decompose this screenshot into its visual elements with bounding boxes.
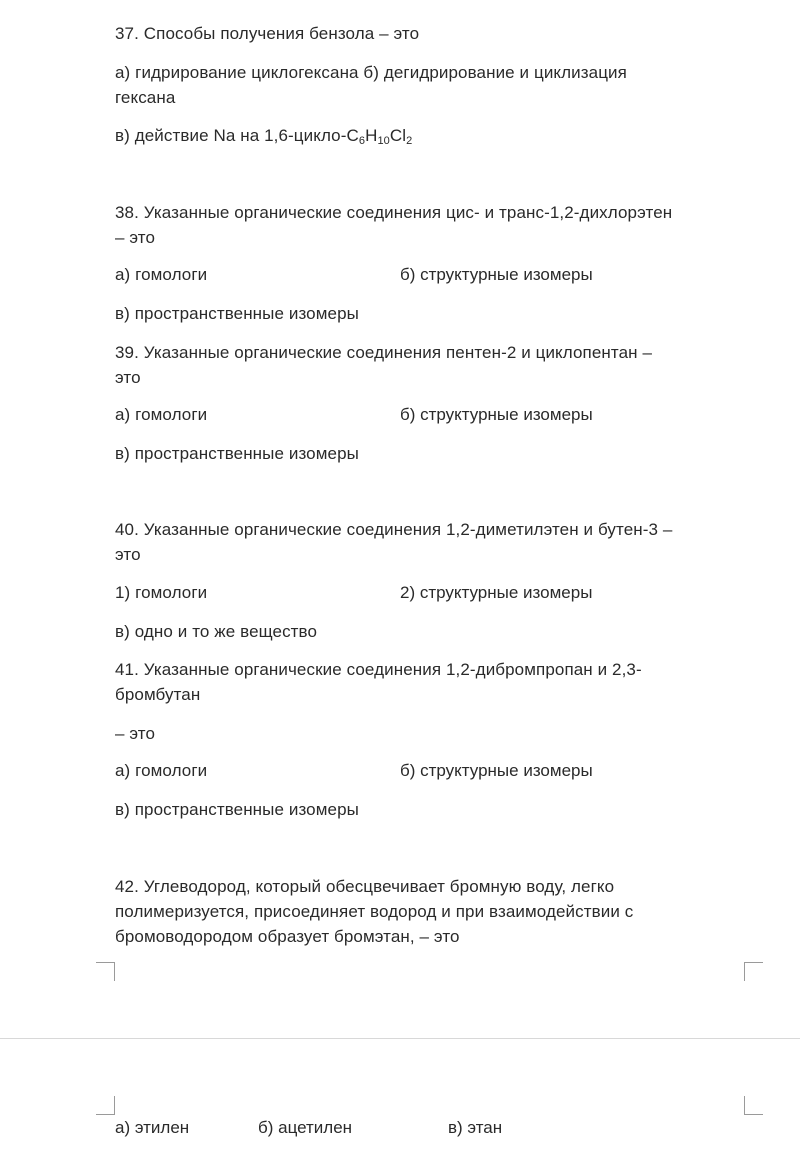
question-42-option-v: в) этан xyxy=(448,1118,503,1137)
question-37-text: 37. Способы получения бензола – это xyxy=(115,24,420,43)
page-margin-mark-right xyxy=(744,962,763,981)
page-margin-mark-left xyxy=(96,1096,115,1115)
question-37-option-b-cont: гексана xyxy=(115,88,176,107)
question-40-option-v: в) одно и то же вещество xyxy=(115,622,318,641)
question-37-option-v xyxy=(115,124,412,148)
subscript: 2 xyxy=(406,135,413,147)
question-39-option-a: а) гомологи xyxy=(115,405,208,424)
question-38-option-b: б) структурные изомеры xyxy=(400,265,593,284)
question-37-options-ab: а) гидрирование циклогексана б) дегидрирование и циклизация xyxy=(115,63,627,82)
question-39-option-b: б) структурные изомеры xyxy=(400,405,593,424)
question-42-text-line1: 42. Углеводород, который обесцвечивает бромную воду, легко xyxy=(115,877,615,896)
question-39-text-line1: 39. Указанные органические соединения пентен-2 и циклопентан – xyxy=(115,343,653,362)
question-38-option-a: а) гомологи xyxy=(115,265,208,284)
page-break-divider xyxy=(0,1038,800,1039)
question-42-text-line3: бромоводородом образует бромэтан, – это xyxy=(115,927,460,946)
question-40-option-a: 1) гомологи xyxy=(115,583,208,602)
question-41-text-line2: бромбутан xyxy=(115,685,201,704)
question-39-option-v: в) пространственные изомеры xyxy=(115,444,359,463)
question-41-option-a: а) гомологи xyxy=(115,761,208,780)
page-margin-mark-left xyxy=(96,962,115,981)
question-41-text-line3: – это xyxy=(115,724,156,743)
question-38-option-v: в) пространственные изомеры xyxy=(115,304,359,323)
page-margin-mark-right xyxy=(744,1096,763,1115)
option-v-text: в) действие Na на 1,6-цикло-С xyxy=(115,126,359,145)
question-40-text-line1: 40. Указанные органические соединения 1,2-диметилэтен и бутен-3 – xyxy=(115,520,673,539)
question-41-text-line1: 41. Указанные органические соединения 1,2-дибромпропан и 2,3- xyxy=(115,660,642,679)
question-38-text-line1: 38. Указанные органические соединения цис- и транс-1,2-дихлорэтен xyxy=(115,203,673,222)
formula-part: Cl xyxy=(389,126,407,145)
subscript: 10 xyxy=(377,135,390,147)
subscript: 6 xyxy=(358,135,366,147)
question-42-text-line2: полимеризуется, присоединяет водород и при взаимодействии с xyxy=(115,902,634,921)
formula-part: Н xyxy=(365,126,378,145)
question-40-option-b: 2) структурные изомеры xyxy=(400,583,593,602)
question-38-text-line2: – это xyxy=(115,228,156,247)
question-42-option-a: а) этилен xyxy=(115,1118,190,1137)
question-42-option-b: б) ацетилен xyxy=(258,1118,353,1137)
question-39-text-line2: это xyxy=(115,368,141,387)
question-41-option-b: б) структурные изомеры xyxy=(400,761,593,780)
question-40-text-line2: это xyxy=(115,545,141,564)
question-41-option-v: в) пространственные изомеры xyxy=(115,800,359,819)
